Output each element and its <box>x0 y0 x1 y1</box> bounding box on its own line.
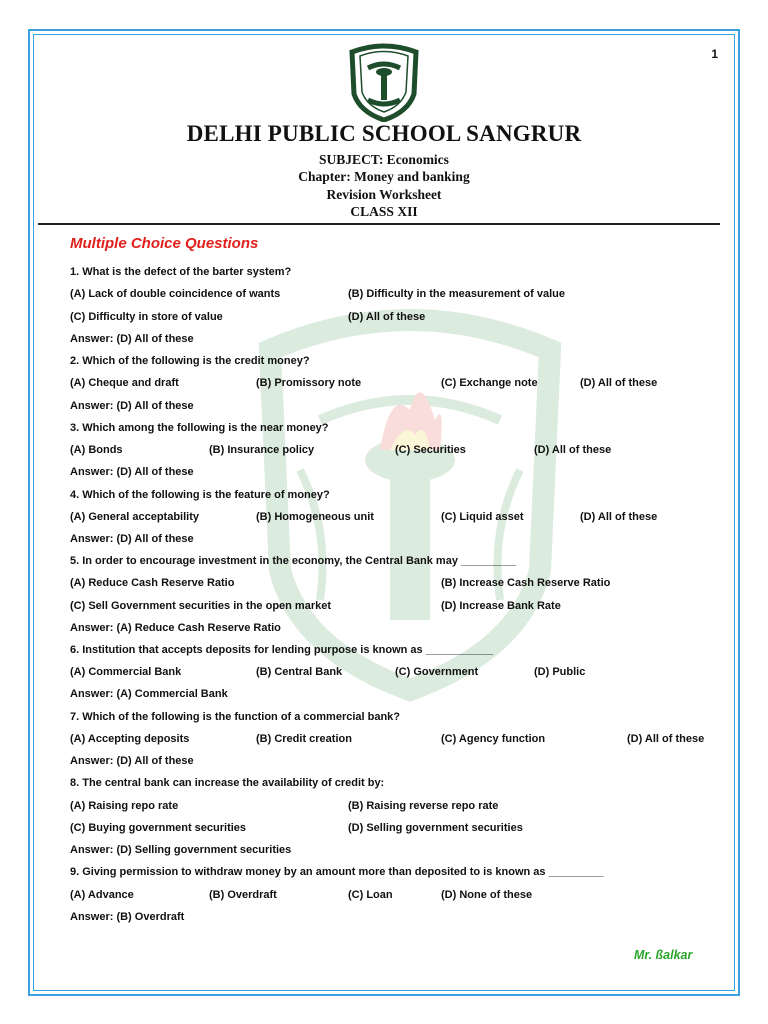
section-title: Multiple Choice Questions <box>70 235 259 252</box>
options-row-7 <box>70 733 730 751</box>
option-2b: (B) Promissory note <box>256 377 362 389</box>
option-8a: (A) Raising repo rate <box>70 800 179 812</box>
options-row-8 <box>70 800 730 818</box>
options-row-8b <box>70 822 730 840</box>
chapter-line: Chapter: Money and banking <box>298 169 470 184</box>
option-8b: (B) Raising reverse repo rate <box>348 800 499 812</box>
answer-9: Answer: (B) Overdraft <box>70 911 185 923</box>
option-3d: (D) All of these <box>534 444 612 456</box>
option-3c: (C) Securities <box>395 444 466 456</box>
option-1d: (D) All of these <box>348 311 426 323</box>
page-number: 1 <box>711 47 718 61</box>
options-row-5b <box>70 600 730 618</box>
option-4c: (C) Liquid asset <box>441 511 524 523</box>
question-1: 1. What is the defect of the barter system? <box>70 266 292 278</box>
option-6c: (C) Government <box>395 666 479 678</box>
question-2: 2. Which of the following is the credit money? <box>70 355 310 367</box>
answer-7: Answer: (D) All of these <box>70 755 194 767</box>
option-2c: (C) Exchange note <box>441 377 538 389</box>
options-row-1 <box>70 288 730 306</box>
option-1a: (A) Lack of double coincidence of wants <box>70 288 281 300</box>
option-7a: (A) Accepting deposits <box>70 733 190 745</box>
options-row-3 <box>70 444 730 462</box>
question-8: 8. The central bank can increase the availability of credit by: <box>70 777 385 789</box>
option-7b: (B) Credit creation <box>256 733 352 745</box>
option-4d: (D) All of these <box>580 511 658 523</box>
school-crest-logo <box>348 42 420 122</box>
options-row-6 <box>70 666 730 684</box>
option-9b: (B) Overdraft <box>209 889 277 901</box>
option-5d: (D) Increase Bank Rate <box>441 600 561 612</box>
option-9a: (A) Advance <box>70 889 134 901</box>
class-line: CLASS XII <box>350 204 418 219</box>
option-6b: (B) Central Bank <box>256 666 343 678</box>
question-4: 4. Which of the following is the feature of money? <box>70 489 330 501</box>
subject-line: SUBJECT: Economics <box>319 152 449 167</box>
answer-5: Answer: (A) Reduce Cash Reserve Ratio <box>70 622 281 634</box>
option-1c: (C) Difficulty in store of value <box>70 311 223 323</box>
options-row-1b <box>70 311 730 329</box>
option-5a: (A) Reduce Cash Reserve Ratio <box>70 577 235 589</box>
question-7: 7. Which of the following is the function of a commercial bank? <box>70 711 401 723</box>
question-9: 9. Giving permission to withdraw money by an amount more than deposited to is known as _________ <box>70 866 604 878</box>
options-row-4 <box>70 511 730 529</box>
worksheet-line: Revision Worksheet <box>326 187 442 202</box>
header-divider <box>38 223 720 225</box>
answer-8: Answer: (D) Selling government securities <box>70 844 292 856</box>
question-5: 5. In order to encourage investment in the economy, the Central Bank may _________ <box>70 555 517 567</box>
option-7c: (C) Agency function <box>441 733 546 745</box>
answer-1: Answer: (D) All of these <box>70 333 194 345</box>
option-5c: (C) Sell Government securities in the open market <box>70 600 332 612</box>
answer-2: Answer: (D) All of these <box>70 400 194 412</box>
option-9c: (C) Loan <box>348 889 393 901</box>
answer-6: Answer: (A) Commercial Bank <box>70 688 228 700</box>
option-8c: (C) Buying government securities <box>70 822 247 834</box>
options-row-5 <box>70 577 730 595</box>
option-4b: (B) Homogeneous unit <box>256 511 374 523</box>
option-3b: (B) Insurance policy <box>209 444 315 456</box>
option-1b: (B) Difficulty in the measurement of value <box>348 288 565 300</box>
answer-4: Answer: (D) All of these <box>70 533 194 545</box>
option-2a: (A) Cheque and draft <box>70 377 179 389</box>
school-name: DELHI PUBLIC SCHOOL SANGRUR <box>186 121 582 146</box>
option-8d: (D) Selling government securities <box>348 822 523 834</box>
option-6d: (D) Public <box>534 666 586 678</box>
options-row-2 <box>70 377 730 395</box>
option-9d: (D) None of these <box>441 889 533 901</box>
option-4a: (A) General acceptability <box>70 511 199 523</box>
option-2d: (D) All of these <box>580 377 658 389</box>
option-3a: (A) Bonds <box>70 444 123 456</box>
question-3: 3. Which among the following is the near money? <box>70 422 329 434</box>
option-7d: (D) All of these <box>627 733 705 745</box>
options-row-9 <box>70 889 730 907</box>
option-6a: (A) Commercial Bank <box>70 666 182 678</box>
option-5b: (B) Increase Cash Reserve Ratio <box>441 577 611 589</box>
question-6: 6. Institution that accepts deposits for lending purpose is known as ___________ <box>70 644 494 656</box>
answer-3: Answer: (D) All of these <box>70 466 194 478</box>
teacher-signature: Mr. ßalkar <box>634 948 693 962</box>
